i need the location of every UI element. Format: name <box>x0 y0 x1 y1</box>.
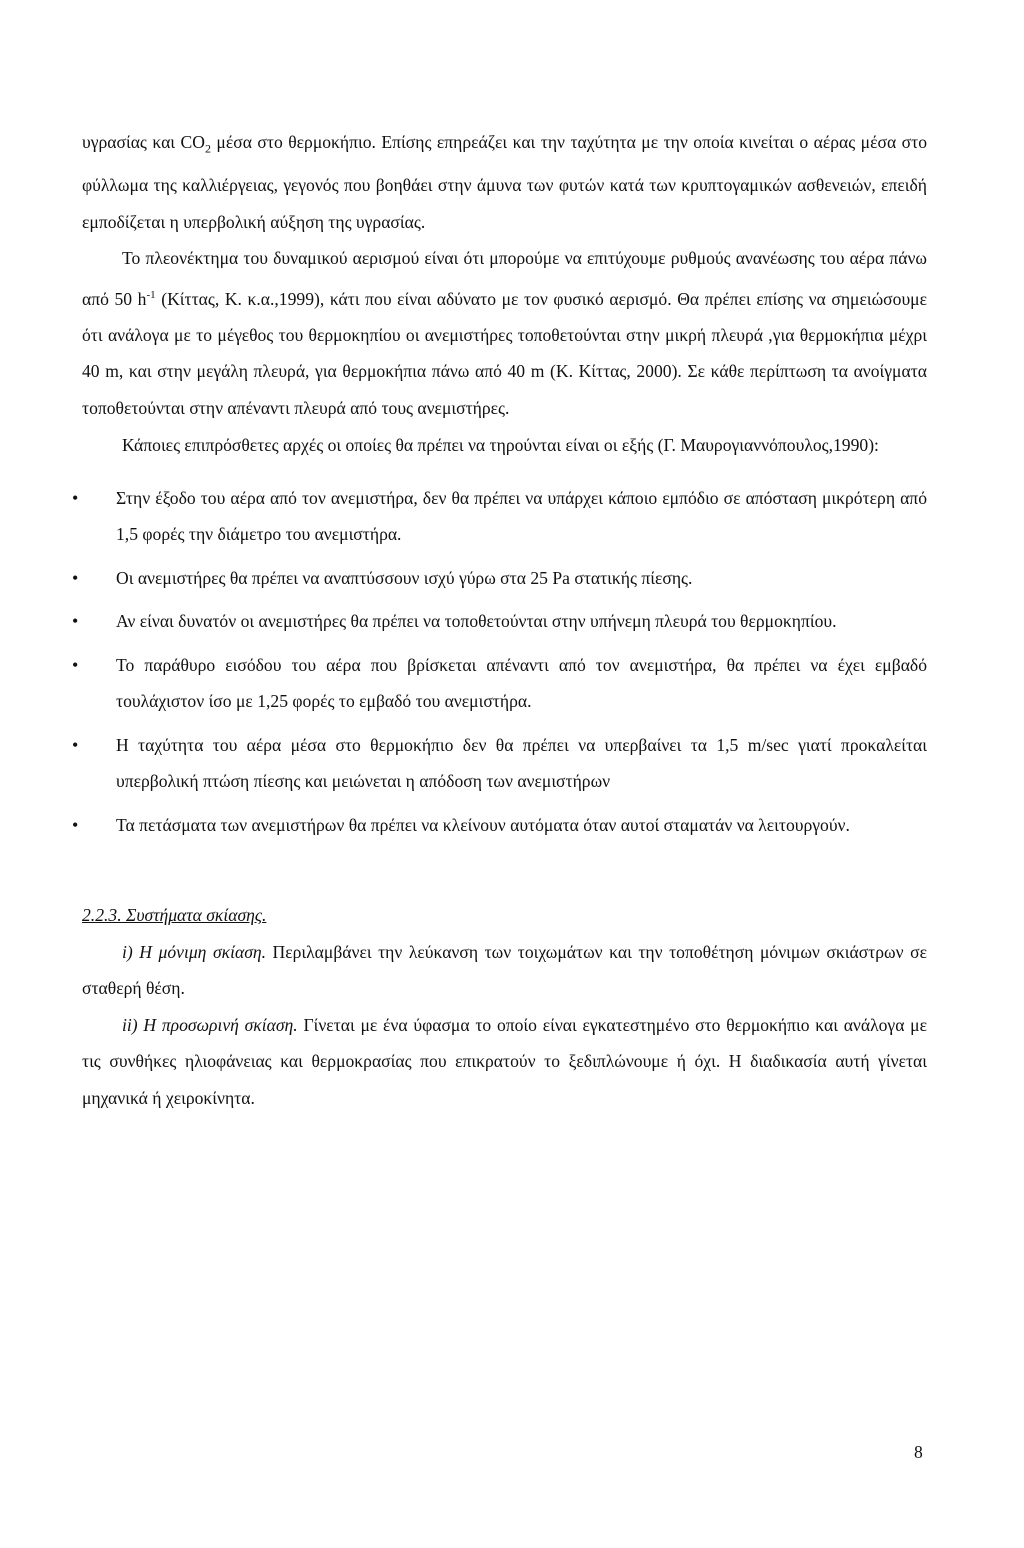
page-number: 8 <box>914 1442 923 1462</box>
paragraph-dynamic-ventilation <box>82 240 927 426</box>
item-text: Περιλαμβάνει την λεύκανση των τοιχωμάτων και την τοποθέτηση μόνιμων σκιάστρων σε σταθερή θέση. <box>82 941 927 999</box>
item-label: ii) Η προσωρινή σκίαση. <box>122 1014 298 1035</box>
list-item: • Αν είναι δυνατόν οι ανεμιστήρες θα πρέπει να τοποθετούνται στην υπήνεμη πλευρά του θερμοκηπίου. <box>82 603 927 640</box>
paragraph-text: μέσα στο θερμοκήπιο. Επίσης επηρεάζει και την ταχύτητα με την οποία κινείται ο αέρας μέσα στο φύλλωμα της καλλιέργειας, γεγονός που βοηθάει στην άμυνα των φυτών κατά των κρυπτογαμικών ασθενειών, επειδή εμποδίζεται η υπερβολική αύξηση της υγρασίας. <box>82 132 927 232</box>
list-item: • Οι ανεμιστήρες θα πρέπει να αναπτύσσουν ισχύ γύρω στα 25 Pa στατικής πίεσης. <box>82 560 927 597</box>
document-body <box>82 124 927 1116</box>
section-heading-text: 2.2.3. Συστήματα σκίασης. <box>82 905 267 926</box>
superscript: -1 <box>146 288 156 301</box>
list-item: • Τα πετάσματα των ανεμιστήρων θα πρέπει να κλείνουν αυτόματα όταν αυτοί σταματάν να λειτουργούν. <box>82 807 927 844</box>
item-text: Γίνεται με ένα ύφασμα το οποίο είναι εγκατεστημένο στο θερμοκήπιο και ανάλογα με τις συνθήκες ηλιοφάνειας και θερμοκρασίας που επικρατούν το ξεδιπλώνουμε ή όχι. Η διαδικασία αυτή γίνεται μηχανικά ή χειροκίνητα. <box>82 1014 927 1108</box>
list-item: • Στην έξοδο του αέρα από τον ανεμιστήρα, δεν θα πρέπει να υπάρχει κάποιο εμπόδιο σε απόσταση μικρότερη από 1,5 φορές την διάμετρο του ανεμιστήρα. <box>82 480 927 553</box>
paragraph-text: υγρασίας και CO <box>82 132 205 152</box>
subscript: 2 <box>204 141 211 156</box>
principles-list <box>82 480 927 844</box>
paragraph-text: (Κίττας, Κ. κ.α.,1999), κάτι που είναι αδύνατο με τον φυσικό αερισμό. Θα πρέπει επίσης να σημειώσουμε ότι ανάλογα με το μέγεθος του θερμοκηπίου οι ανεμιστήρες τοποθετούνται στην μικρή πλευρά ,για θερμοκήπια μέχρι 40 m, και στην μεγάλη πλευρά, για θερμοκήπια πάνω από 40 m (Κ. Κίττας, 2000). Σε κάθε περίπτωση τα ανοίγματα τοποθετούνται στην απέναντι πλευρά από τους ανεμιστήρες. <box>82 288 927 418</box>
list-item: • Η ταχύτητα του αέρα μέσα στο θερμοκήπιο δεν θα πρέπει να υπερβαίνει τα 1,5 m/sec γιατί προκαλείται υπερβολική πτώση πίεσης και μειώνεται η απόδοση των ανεμιστήρων <box>82 727 927 800</box>
paragraph-temporary-shading <box>82 1007 927 1117</box>
paragraph-humidity <box>82 124 927 240</box>
paragraph-permanent-shading <box>82 934 927 1007</box>
list-item: • Το παράθυρο εισόδου του αέρα που βρίσκεται απέναντι από τον ανεμιστήρα, θα πρέπει να έχει εμβαδό τουλάχιστον ίσο με 1,25 φορές το εμβαδό του ανεμιστήρα. <box>82 647 927 720</box>
item-label: i) Η μόνιμη σκίαση. <box>122 941 266 962</box>
paragraph-principles-intro: Κάποιες επιπρόσθετες αρχές οι οποίες θα πρέπει να τηρούνται είναι οι εξής (Γ. Μαυρογιαννόπουλος,1990): <box>122 435 879 456</box>
paragraph-text: Το πλεονέκτημα του δυναμικού αερισμού είναι ότι μπορούμε να επιτύχουμε ρυθμούς ανανέωσης του αέρα πάνω από 50 h <box>82 248 927 309</box>
section-heading <box>82 897 927 934</box>
